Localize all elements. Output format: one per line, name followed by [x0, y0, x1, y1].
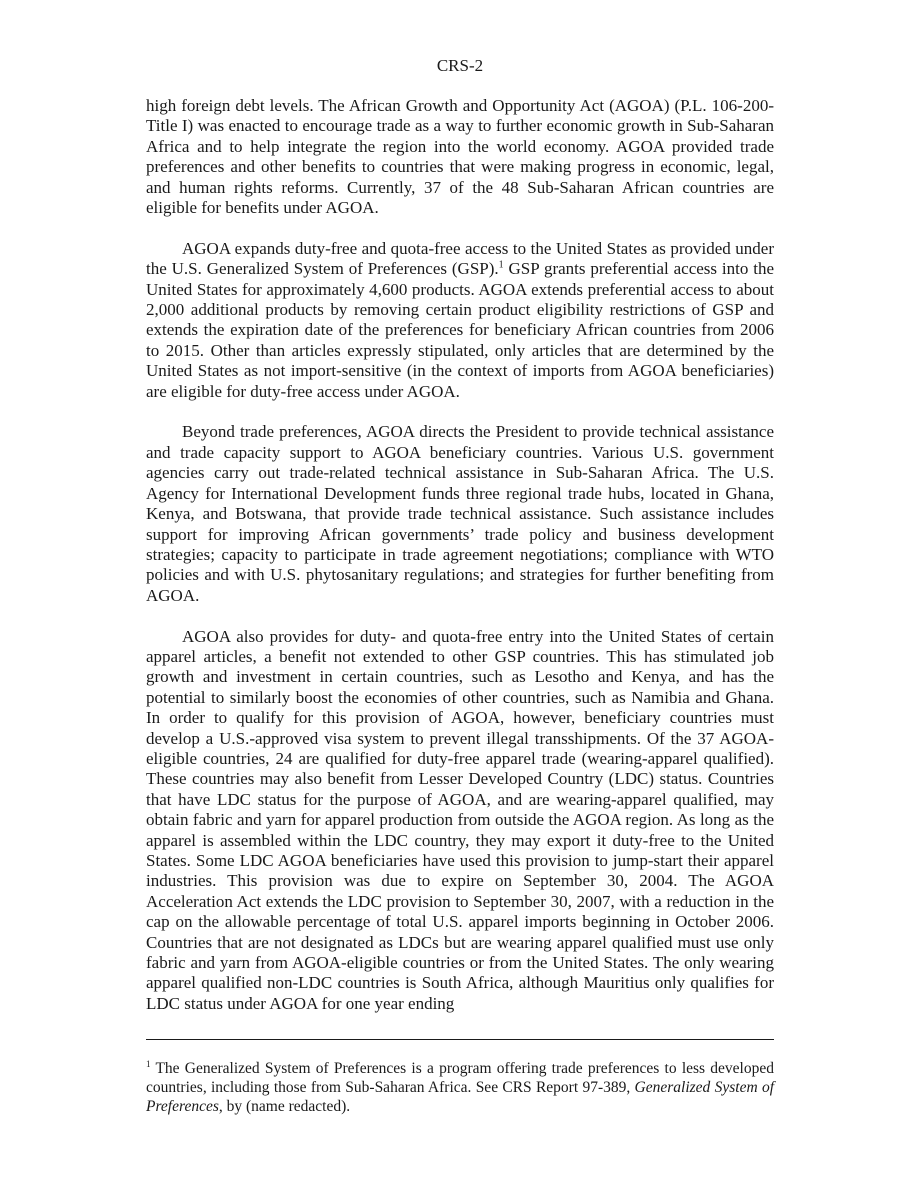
page-number-header: CRS-2: [436, 56, 484, 75]
document-body: [146, 96, 774, 1035]
paragraph-2-text-end: GSP grants preferential access into the United States for approximately 4,600 products. AGOA extends preferential access to about 2,000 additional products by removing certain product eligibility restrictions of GSP and extends the expiration date of the preferences for beneficiary African countries from 2006 to 2015. Other than articles expressly stipulated, only articles that are determined by the United States as not import-sensitive (in the context of imports from AGOA beneficiaries) are eligible for duty-free access under AGOA.: [146, 259, 774, 401]
paragraph-1: high foreign debt levels. The African Growth and Opportunity Act (AGOA) (P.L. 106-200- Title I) was enacted to encourage trade as a way to further economic growth in Sub-Saharan Africa and to help integrate the region into the world economy. AGOA provided trade preferences and other benefits to countries that were making progress in economic, legal, and human rights reforms. Currently, 37 of the 48 Sub-Saharan African countries are eligible for benefits under AGOA.: [146, 96, 774, 218]
footnote-text-end: , by (name redacted).: [218, 1098, 351, 1115]
footnote-report-title: Generalized System of Preferences: [146, 1079, 775, 1115]
paragraph-2-text-start: AGOA expands duty-free and quota-free access to the United States as provided under the U.S. Generalized System of Preferences (GSP).: [146, 238, 774, 279]
footnote-1: [146, 1059, 774, 1116]
footnote-reference[interactable]: 1: [498, 259, 504, 271]
paragraph-4: AGOA also provides for duty- and quota-free entry into the United States of certain apparel articles, a benefit not extended to other GSP countries. This has stimulated job growth and investment in certain countries, such as Lesotho and Kenya, and has the potential to similarly boost the economies of other countries, such as Namibia and Ghana. In order to qualify for this provision of AGOA, however, beneficiary countries must develop a U.S.-approved visa system to prevent illegal transshipments. Of the 37 AGOA-eligible countries, 24 are qualified for duty-free apparel trade (wearing-apparel qualified). These countries may also benefit from Lesser Developed Country (LDC) status. Countries that have LDC status for the purpose of AGOA, and are wearing-apparel qualified, may obtain fabric and yarn for apparel production from outside the AGOA region. As long as the apparel is assembled within the LDC country, they may export it duty-free to the United States. Some LDC AGOA beneficiaries have used this provision to jump-start their apparel industries. This provision was due to expire on September 30, 2004. The AGOA Acceleration Act extends the LDC provision to September 30, 2007, with a reduction in the cap on the allowable percentage of total U.S. apparel imports beginning in October 2006. Countries that are not designated as LDCs but are wearing apparel qualified must use only fabric and yarn from AGOA-eligible countries or from the United States. The only wearing apparel qualified non-LDC countries is South Africa, although Mauritius only qualifies for LDC status under AGOA for one year ending: [146, 626, 774, 1013]
paragraph-3: Beyond trade preferences, AGOA directs the President to provide technical assistance and trade capacity support to AGOA beneficiary countries. Various U.S. government agencies carry out trade-related technical assistance in Sub-Saharan Africa. The U.S. Agency for International Development funds three regional trade hubs, located in Ghana, Kenya, and Botswana, that provide trade technical assistance. Such assistance includes support for improving African governments’ trade policy and business development strategies; capacity to participate in trade agreement negotiations; compliance with WTO policies and with U.S. phytosanitary regulations; and strategies for further benefiting from AGOA.: [146, 422, 774, 605]
paragraph-2: [146, 239, 774, 402]
footnote-divider: [146, 1039, 774, 1040]
footnote-mark: 1: [146, 1058, 151, 1069]
footnote-text-start: The Generalized System of Preferences is a program offering trade preferences to less developed countries, including those from Sub-Saharan Africa. See CRS Report 97-389,: [146, 1060, 774, 1096]
